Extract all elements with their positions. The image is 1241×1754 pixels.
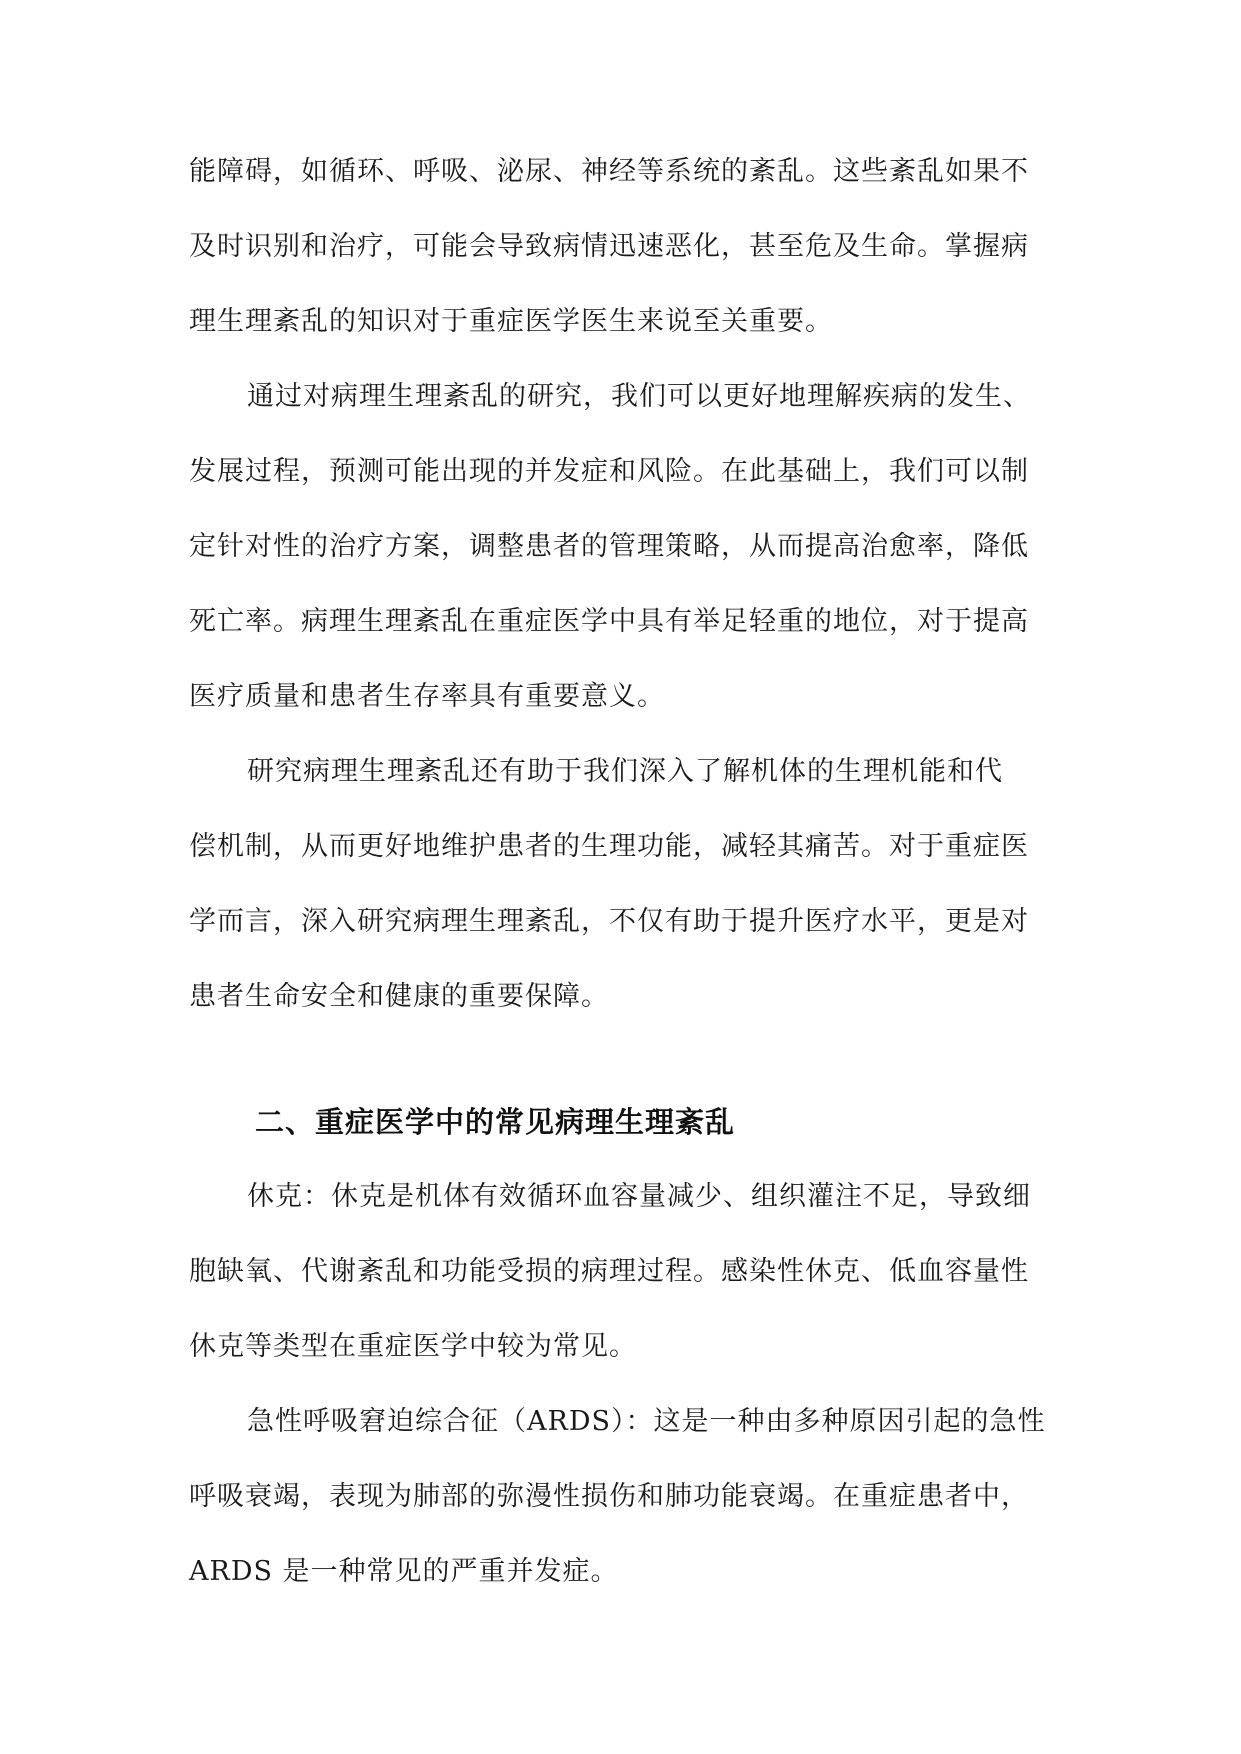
section-heading: 二、重症医学中的常见病理生理紊乱 [255, 1105, 736, 1139]
text-line: 发展过程，预测可能出现的并发症和风险。在此基础上，我们可以制 [189, 456, 1029, 487]
text-line: 偿机制，从而更好地维护患者的生理功能，减轻其痛苦。对于重症医 [189, 831, 1029, 862]
text-line: 定针对性的治疗方案，调整患者的管理策略，从而提高治愈率，降低 [189, 531, 1029, 562]
text-line: 通过对病理生理紊乱的研究，我们可以更好地理解疾病的发生、 [247, 381, 1031, 412]
text-line: 休克：休克是机体有效循环血容量减少、组织灌注不足，导致细 [247, 1181, 1031, 1212]
text-line: 理生理紊乱的知识对于重症医学医生来说至关重要。 [189, 306, 833, 337]
text-line: 医疗质量和患者生存率具有重要意义。 [189, 681, 665, 712]
text-line: 胞缺氧、代谢紊乱和功能受损的病理过程。感染性休克、低血容量性 [189, 1256, 1029, 1287]
text-line: 死亡率。病理生理紊乱在重症医学中具有举足轻重的地位，对于提高 [189, 606, 1029, 637]
text-line: 研究病理生理紊乱还有助于我们深入了解机体的生理机能和代 [247, 756, 1003, 787]
text-line: 患者生命安全和健康的重要保障。 [189, 981, 609, 1012]
text-line: 及时识别和治疗，可能会导致病情迅速恶化，甚至危及生命。掌握病 [189, 231, 1029, 262]
text-line: 能障碍，如循环、呼吸、泌尿、神经等系统的紊乱。这些紊乱如果不 [189, 156, 1029, 187]
text-line: 学而言，深入研究病理生理紊乱，不仅有助于提升医疗水平，更是对 [189, 906, 1029, 937]
text-line: ARDS 是一种常见的严重并发症。 [189, 1556, 619, 1587]
text-line: 急性呼吸窘迫综合征（ARDS）：这是一种由多种原因引起的急性 [247, 1406, 1046, 1437]
text-line: 休克等类型在重症医学中较为常见。 [189, 1331, 637, 1362]
text-line: 呼吸衰竭，表现为肺部的弥漫性损伤和肺功能衰竭。在重症患者中， [189, 1481, 1029, 1512]
